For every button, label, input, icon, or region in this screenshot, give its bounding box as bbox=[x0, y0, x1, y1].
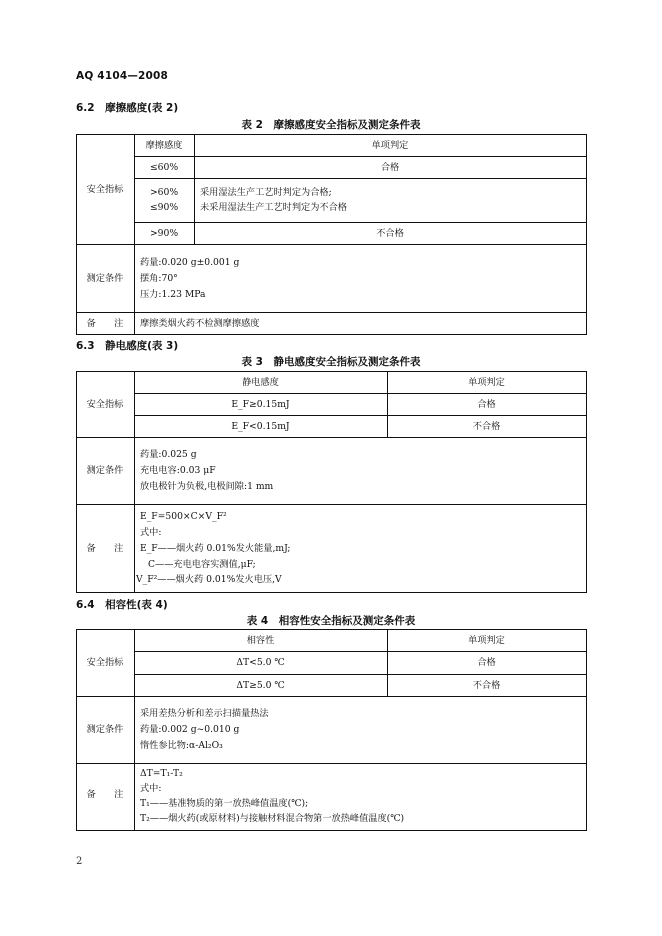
column-header-judgement: 单项判定 bbox=[468, 635, 505, 646]
row-result: 合格 bbox=[380, 162, 400, 173]
remark-text: 摩擦类烟火药不检测摩擦感度 bbox=[140, 318, 260, 329]
column-header-friction: 摩擦感度 bbox=[145, 140, 183, 151]
row-result: 采用湿法生产工艺时判定为合格; bbox=[200, 187, 332, 198]
condition-line: 摆角:70° bbox=[140, 273, 178, 284]
formula-line: E_F=500×C×V_F² bbox=[140, 511, 227, 522]
table-4 bbox=[76, 629, 587, 831]
row-condition: >90% bbox=[149, 228, 179, 239]
formula-line: E_F——烟火药 0.01%发火能量,mJ; bbox=[140, 543, 291, 554]
row-result: 不合格 bbox=[472, 680, 501, 691]
column-header-compatibility: 相容性 bbox=[246, 635, 275, 646]
row-result: 不合格 bbox=[376, 228, 404, 239]
formula-line: V_F²——烟火药 0.01%发火电压,V bbox=[136, 574, 282, 585]
test-conditions-label: 测定条件 bbox=[86, 273, 124, 284]
safety-indicator-label: 安全指标 bbox=[86, 657, 124, 668]
column-header-judgement: 单项判定 bbox=[468, 377, 505, 388]
formula-line: C——充电电容实测值,μF; bbox=[148, 559, 256, 570]
section-heading-6-4: 6.4 相容性(表 4) bbox=[76, 599, 168, 611]
page-number: 2 bbox=[76, 856, 83, 867]
condition-line: 放电极针为负极,电极间隙:1 mm bbox=[140, 481, 274, 492]
row-condition: E_F≥0.15mJ bbox=[231, 399, 290, 410]
section-heading-6-2: 6.2 摩擦感度(表 2) bbox=[76, 102, 179, 114]
row-condition: E_F<0.15mJ bbox=[231, 421, 290, 432]
condition-line: 充电电容:0.03 μF bbox=[140, 465, 216, 476]
condition-line: 药量:0.025 g bbox=[140, 449, 197, 460]
test-conditions-label: 测定条件 bbox=[86, 724, 124, 735]
test-conditions-label: 测定条件 bbox=[86, 465, 124, 476]
table-2 bbox=[76, 134, 587, 335]
formula-line: 式中: bbox=[140, 783, 162, 794]
row-result: 合格 bbox=[477, 657, 496, 668]
condition-line: 采用差热分析和差示扫描量热法 bbox=[140, 708, 269, 719]
formula-line: 式中: bbox=[140, 527, 162, 538]
column-header-electrostatic: 静电感度 bbox=[242, 377, 279, 388]
safety-indicator-label: 安全指标 bbox=[86, 184, 124, 195]
formula-line: ΔT=T₁-T₂ bbox=[140, 768, 183, 779]
row-condition: >60% bbox=[149, 187, 179, 198]
table-2-caption: 表 2 摩擦感度安全指标及测定条件表 bbox=[241, 119, 421, 131]
row-result: 不合格 bbox=[472, 421, 501, 432]
table-3-caption: 表 3 静电感度安全指标及测定条件表 bbox=[241, 356, 421, 368]
condition-line: 药量:0.002 g~0.010 g bbox=[140, 724, 240, 735]
table-3 bbox=[76, 371, 587, 593]
formula-line: T₁——基准物质的第一放热峰值温度(℃); bbox=[140, 798, 309, 809]
row-result: 未采用湿法生产工艺时判定为不合格 bbox=[200, 202, 347, 213]
condition-line: 压力:1.23 MPa bbox=[140, 289, 206, 300]
row-condition: ΔT≥5.0 ℃ bbox=[236, 680, 285, 691]
formula-line: T₂——烟火药(或原材料)与接触材料混合物第一放热峰值温度(℃) bbox=[140, 813, 405, 824]
row-result: 合格 bbox=[477, 399, 496, 410]
remark-label: 备 注 bbox=[86, 543, 124, 554]
table-4-caption: 表 4 相容性安全指标及测定条件表 bbox=[246, 615, 416, 627]
section-heading-6-3: 6.3 静电感度(表 3) bbox=[76, 340, 179, 352]
column-header-judgement: 单项判定 bbox=[371, 140, 409, 151]
safety-indicator-label: 安全指标 bbox=[86, 399, 124, 410]
row-condition: ≤90% bbox=[149, 202, 179, 213]
remark-label: 备 注 bbox=[86, 318, 124, 329]
condition-line: 惰性参比物:α-Al₂O₃ bbox=[140, 740, 223, 751]
standard-number: AQ 4104—2008 bbox=[76, 70, 169, 82]
row-condition: ≤60% bbox=[149, 162, 179, 173]
remark-label: 备 注 bbox=[86, 789, 124, 800]
condition-line: 药量:0.020 g±0.001 g bbox=[140, 257, 240, 268]
row-condition: ΔT<5.0 ℃ bbox=[236, 657, 285, 668]
